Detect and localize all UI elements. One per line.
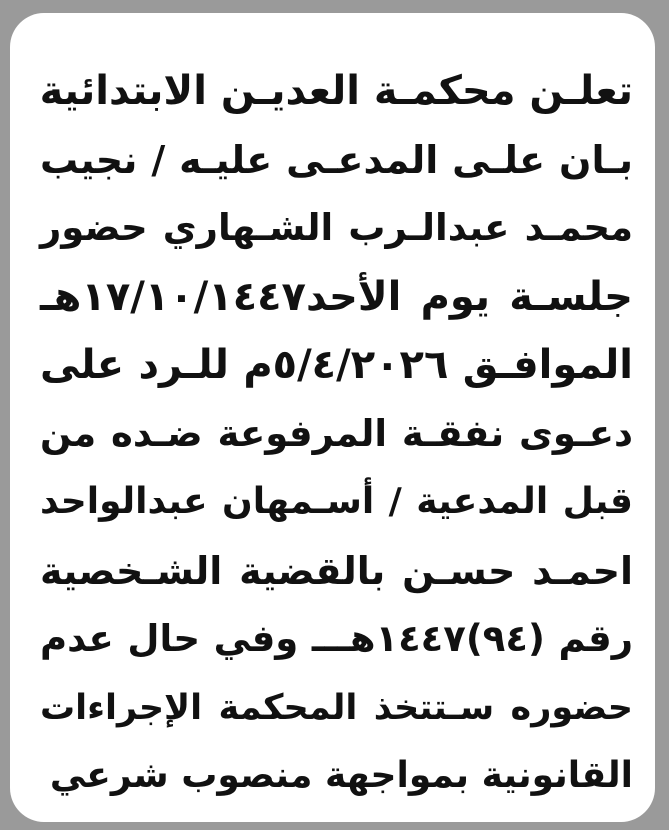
notice-line: قبل المدعية / أسـمهان عبدالواحد	[40, 481, 633, 522]
notice-line: احمـد حسـن بالقضية الشـخصية	[40, 548, 633, 593]
notice-line: تعلـن محكمـة العديـن الابتدائية	[39, 68, 633, 114]
notice-card	[10, 13, 655, 822]
notice-line: دعـوى نفقـة المرفوعة ضـده من	[40, 411, 633, 455]
notice-line: رقم (٩٤)١٤٤٧هـــ وفي حال عدم	[40, 617, 633, 660]
notice-line: محمـد عبدالـرب الشـهاري حضور	[40, 206, 633, 249]
notice-line: جلسـة يوم الأحد١٧/١٠/١٤٤٧هـ	[40, 273, 633, 320]
notice-line: حضوره سـتتخذ المحكمة الإجراءات	[40, 687, 633, 728]
notice-line: الموافـق ٥/٤/٢٠٢٦م للـرد على	[40, 342, 634, 388]
notice-body	[40, 57, 633, 811]
notice-line: بـان علـى المدعـى عليـه / نجيب	[40, 137, 633, 182]
notice-line: القانونية بمواجهة منصوب شرعي	[49, 755, 633, 796]
